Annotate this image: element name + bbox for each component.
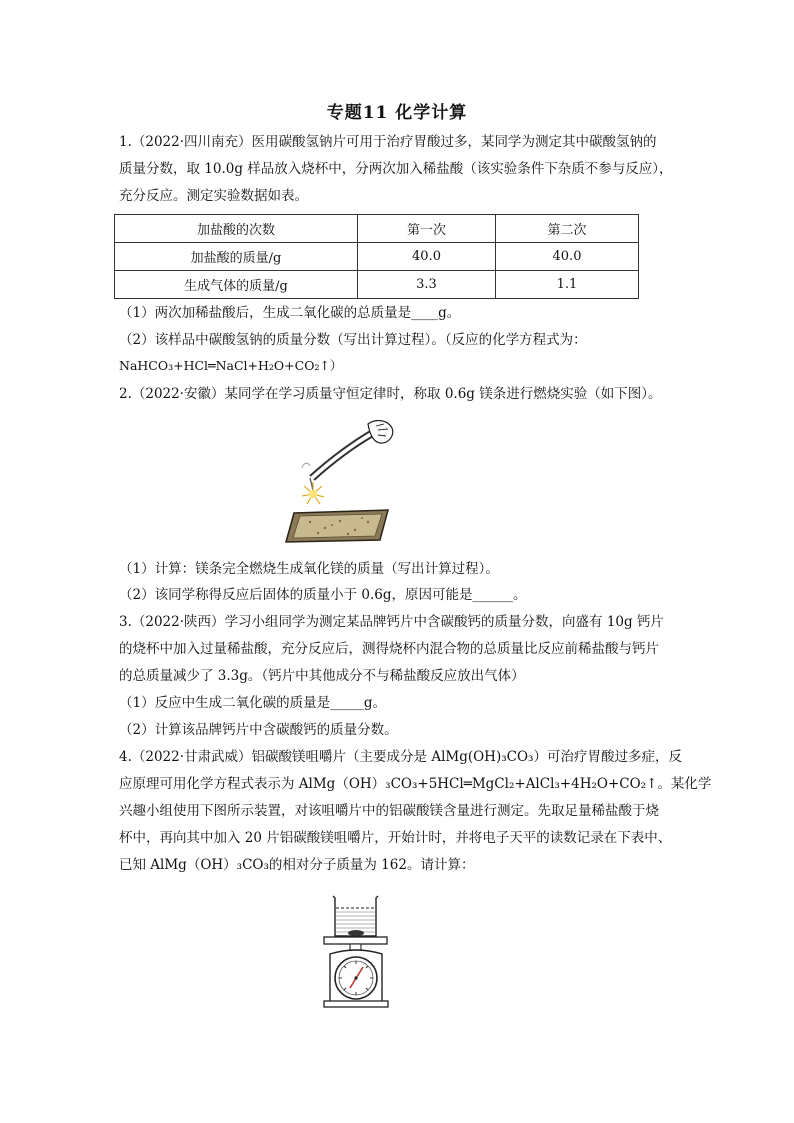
table-header-cell: 第二次 <box>496 215 639 243</box>
table-header-row <box>115 215 639 243</box>
q3-line-3: 的总质量减少了 3.3g。（钙片中其他成分不与稀盐酸反应放出气体） <box>119 668 525 684</box>
page-title: 专题11 化学计算 <box>326 103 468 123</box>
q4-line-3: 兴趣小组使用下图所示装置，对该咀嚼片中的铝碳酸镁含量进行测定。先取足量稀盐酸于烧 <box>119 803 659 819</box>
q3-line-1: 3.（2022·陕西）学习小组同学为测定某品牌钙片中含碳酸钙的质量分数，向盛有 10g 钙片 <box>119 614 664 630</box>
q1-line-2: 质量分数，取 10.0g 样品放入烧杯中，分两次加入稀盐酸（该实验条件下杂质不参与反应）， <box>119 161 673 177</box>
q1-sub-1: （1）两次加稀盐酸后，生成二氧化碳的总质量是____g。 <box>119 305 461 321</box>
table-cell: 1.1 <box>496 271 639 299</box>
q1-line-3: 充分反应。测定实验数据如表。 <box>119 188 308 204</box>
q1-sub-2: （2）该样品中碳酸氢钠的质量分数（写出计算过程）。（反应的化学方程式为： <box>119 332 587 348</box>
table-cell: 3.3 <box>358 271 496 299</box>
beaker-on-scale-illustration <box>320 892 392 1010</box>
q2-sub-1: （1）计算：镁条完全燃烧生成氧化镁的质量（写出计算过程）。 <box>119 561 499 577</box>
q4-line-5: 已知 AlMg（OH）₃CO₃的相对分子质量为 162。请计算： <box>119 857 475 873</box>
table-cell: 生成气体的质量/g <box>115 271 358 299</box>
q3-line-2: 的烧杯中加入过量稀盐酸，充分反应后，测得烧杯内混合物的总质量比反应前稀盐酸与钙片 <box>119 641 659 657</box>
q3-sub-2: （2）计算该品牌钙片中含碳酸钙的质量分数。 <box>119 722 398 738</box>
magnesium-burning-illustration <box>280 418 400 543</box>
table-row <box>115 271 639 299</box>
table-cell: 40.0 <box>496 243 639 271</box>
table-header-cell: 加盐酸的次数 <box>115 215 358 243</box>
q1-data-table <box>114 214 639 299</box>
table-header-cell: 第一次 <box>358 215 496 243</box>
q3-sub-1: （1）反应中生成二氧化碳的质量是_____g。 <box>119 695 386 711</box>
q1-line-1: 1.（2022·四川南充）医用碳酸氢钠片可用于治疗胃酸过多，某同学为测定其中碳酸氢钠的 <box>119 134 657 150</box>
q2-sub-2: （2）该同学称得反应后固体的质量小于 0.6g，原因可能是______。 <box>119 587 527 603</box>
table-row <box>115 243 639 271</box>
q1-equation: NaHCO₃+HCl═NaCl+H₂O+CO₂↑） <box>119 358 343 373</box>
table-cell: 40.0 <box>358 243 496 271</box>
q4-line-1: 4.（2022·甘肃武威）铝碳酸镁咀嚼片（主要成分是 AlMg(OH)₃CO₃）可治疗胃酸过多症，反 <box>119 749 682 765</box>
q4-line-4: 杯中，再向其中加入 20 片铝碳酸镁咀嚼片，开始计时，并将电子天平的读数记录在下表中、 <box>119 830 672 846</box>
table-cell: 加盐酸的质量/g <box>115 243 358 271</box>
q4-line-2: 应原理可用化学方程式表示为 AlMg（OH）₃CO₃+5HCl═MgCl₂+AlCl₃+4H₂O+CO₂↑。某化学 <box>119 776 712 792</box>
q2-line-1: 2.（2022·安徽）某同学在学习质量守恒定律时，称取 0.6g 镁条进行燃烧实验（如下图）。 <box>119 386 662 402</box>
